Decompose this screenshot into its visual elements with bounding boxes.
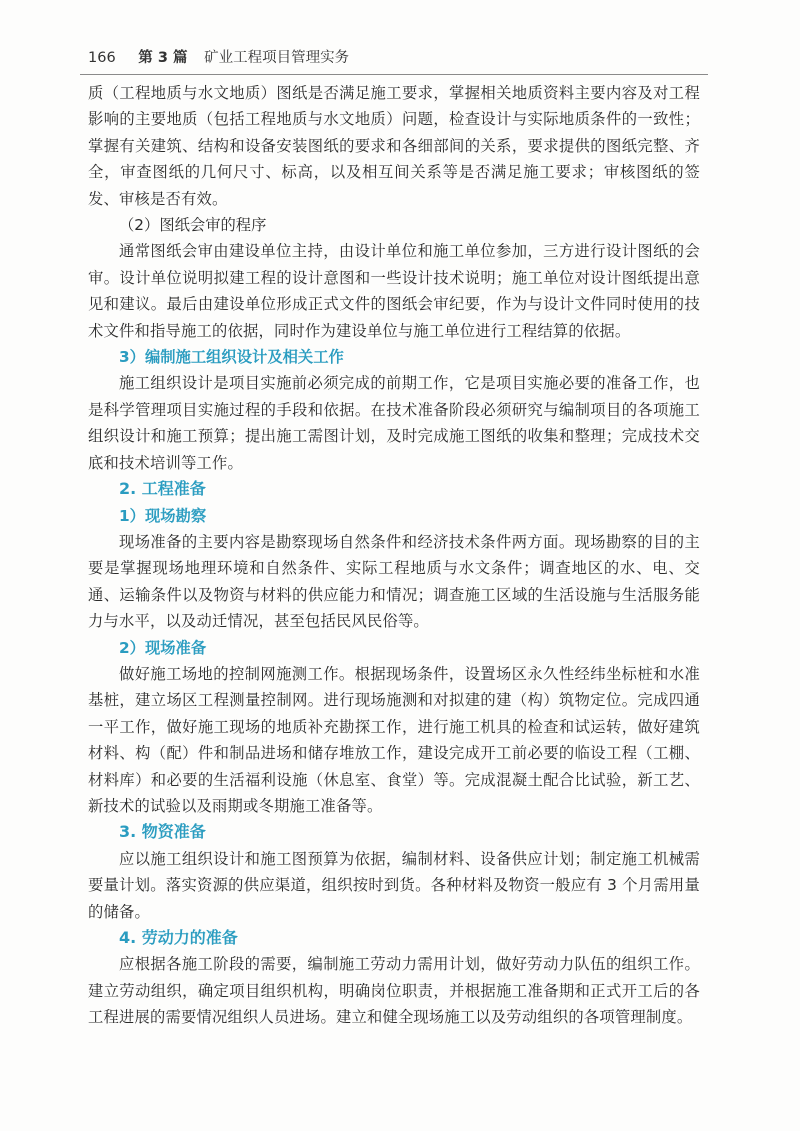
paragraph: 质（工程地质与水文地质）图纸是否满足施工要求，掌握相关地质资料主要内容及对工程影响的主要地质（包括工程地质与水文地质）问题，检查设计与实际地质条件的一致性；掌握有关建筑、结构和设备安装图纸的要求和各细部间的关系，要求提供的图纸完整、齐全，审查图纸的几何尺寸、标高，以及相互间关系等是否满足施工要求；审核图纸的签发、审核是否有效。 <box>88 84 700 208</box>
paragraph: 通常图纸会审由建设单位主持，由设计单位和施工单位参加，三方进行设计图纸的会审。设计单位说明拟建工程的设计意图和一些设计技术说明；施工单位对设计图纸提出意见和建议。最后由建设单位形成正式文件的图纸会审纪要，作为与设计文件同时使用的技术文件和指导施工的依据，同时作为建设单位与施工单位进行工程结算的依据。 <box>88 242 700 340</box>
section-heading: 1）现场勘察 <box>119 506 207 525</box>
chapter-heading: 2. 工程准备 <box>119 479 206 499</box>
chapter-heading: 4. 劳动力的准备 <box>119 928 238 947</box>
paragraph: 施工组织设计是项目实施前必须完成的前期工作，它是项目实施必要的准备工作，也是科学管理项目实施过程的手段和依据。在技术准备阶段必须研究与编制项目的各项施工组织设计和施工预算；提出施工需图计划，及时完成施工图纸的收集和整理；完成技术交底和技术培训等工作。 <box>88 374 700 472</box>
subsection-heading: （2）图纸会审的程序 <box>119 216 267 235</box>
page-number: 166 <box>88 50 116 66</box>
book-title: 矿业工程项目管理实务 <box>204 50 350 66</box>
part-label: 第 3 篇 <box>138 50 188 66</box>
section-heading: 2）现场准备 <box>119 638 207 657</box>
paragraph: 做好施工场地的控制网施测工作。根据现场条件，设置场区永久性经纬坐标桩和水准基桩，建立场区工程测量控制网。进行现场施测和对拟建的建（构）筑物定位。完成四通一平工作，做好施工现场的地质补充勘探工作，进行施工机具的检查和试运转，做好建筑材料、构（配）件和制品进场和储存堆放工作，建设完成开工前必要的临设工程（工棚、材料库）和必要的生活福利设施（休息室、食堂）等。完成混凝土配合比试验，新工艺、新技术的试验以及雨期或冬期施工准备等。 <box>88 664 700 815</box>
page-body <box>88 80 700 1031</box>
section-heading: 3）编制施工组织设计及相关工作 <box>119 348 344 367</box>
paragraph: 应以施工组织设计和施工图预算为依据，编制材料、设备供应计划；制定施工机械需要量计划。落实资源的供应渠道，组织按时到货。各种材料及物资一般应有 3 个月需用量的储备。 <box>88 849 700 921</box>
running-header <box>88 47 708 69</box>
chapter-heading: 3. 物资准备 <box>119 822 206 842</box>
paragraph: 现场准备的主要内容是勘察现场自然条件和经济技术条件两方面。现场勘察的目的主要是掌握现场地理环境和自然条件、实际工程地质与水文条件；调查地区的水、电、交通、运输条件以及物资与材料的供应能力和情况；调查施工区域的生活设施与生活服务能力与水平，以及动迁情况，甚至包括民风民俗等。 <box>88 532 700 631</box>
header-rule <box>80 74 708 75</box>
paragraph: 应根据各施工阶段的需要，编制施工劳动力需用计划，做好劳动力队伍的组织工作。建立劳动组织，确定项目组织机构，明确岗位职责，并根据施工准备期和正式开工后的各工程进展的需要情况组织人员进场。建立和健全现场施工以及劳动组织的各项管理制度。 <box>88 955 700 1027</box>
